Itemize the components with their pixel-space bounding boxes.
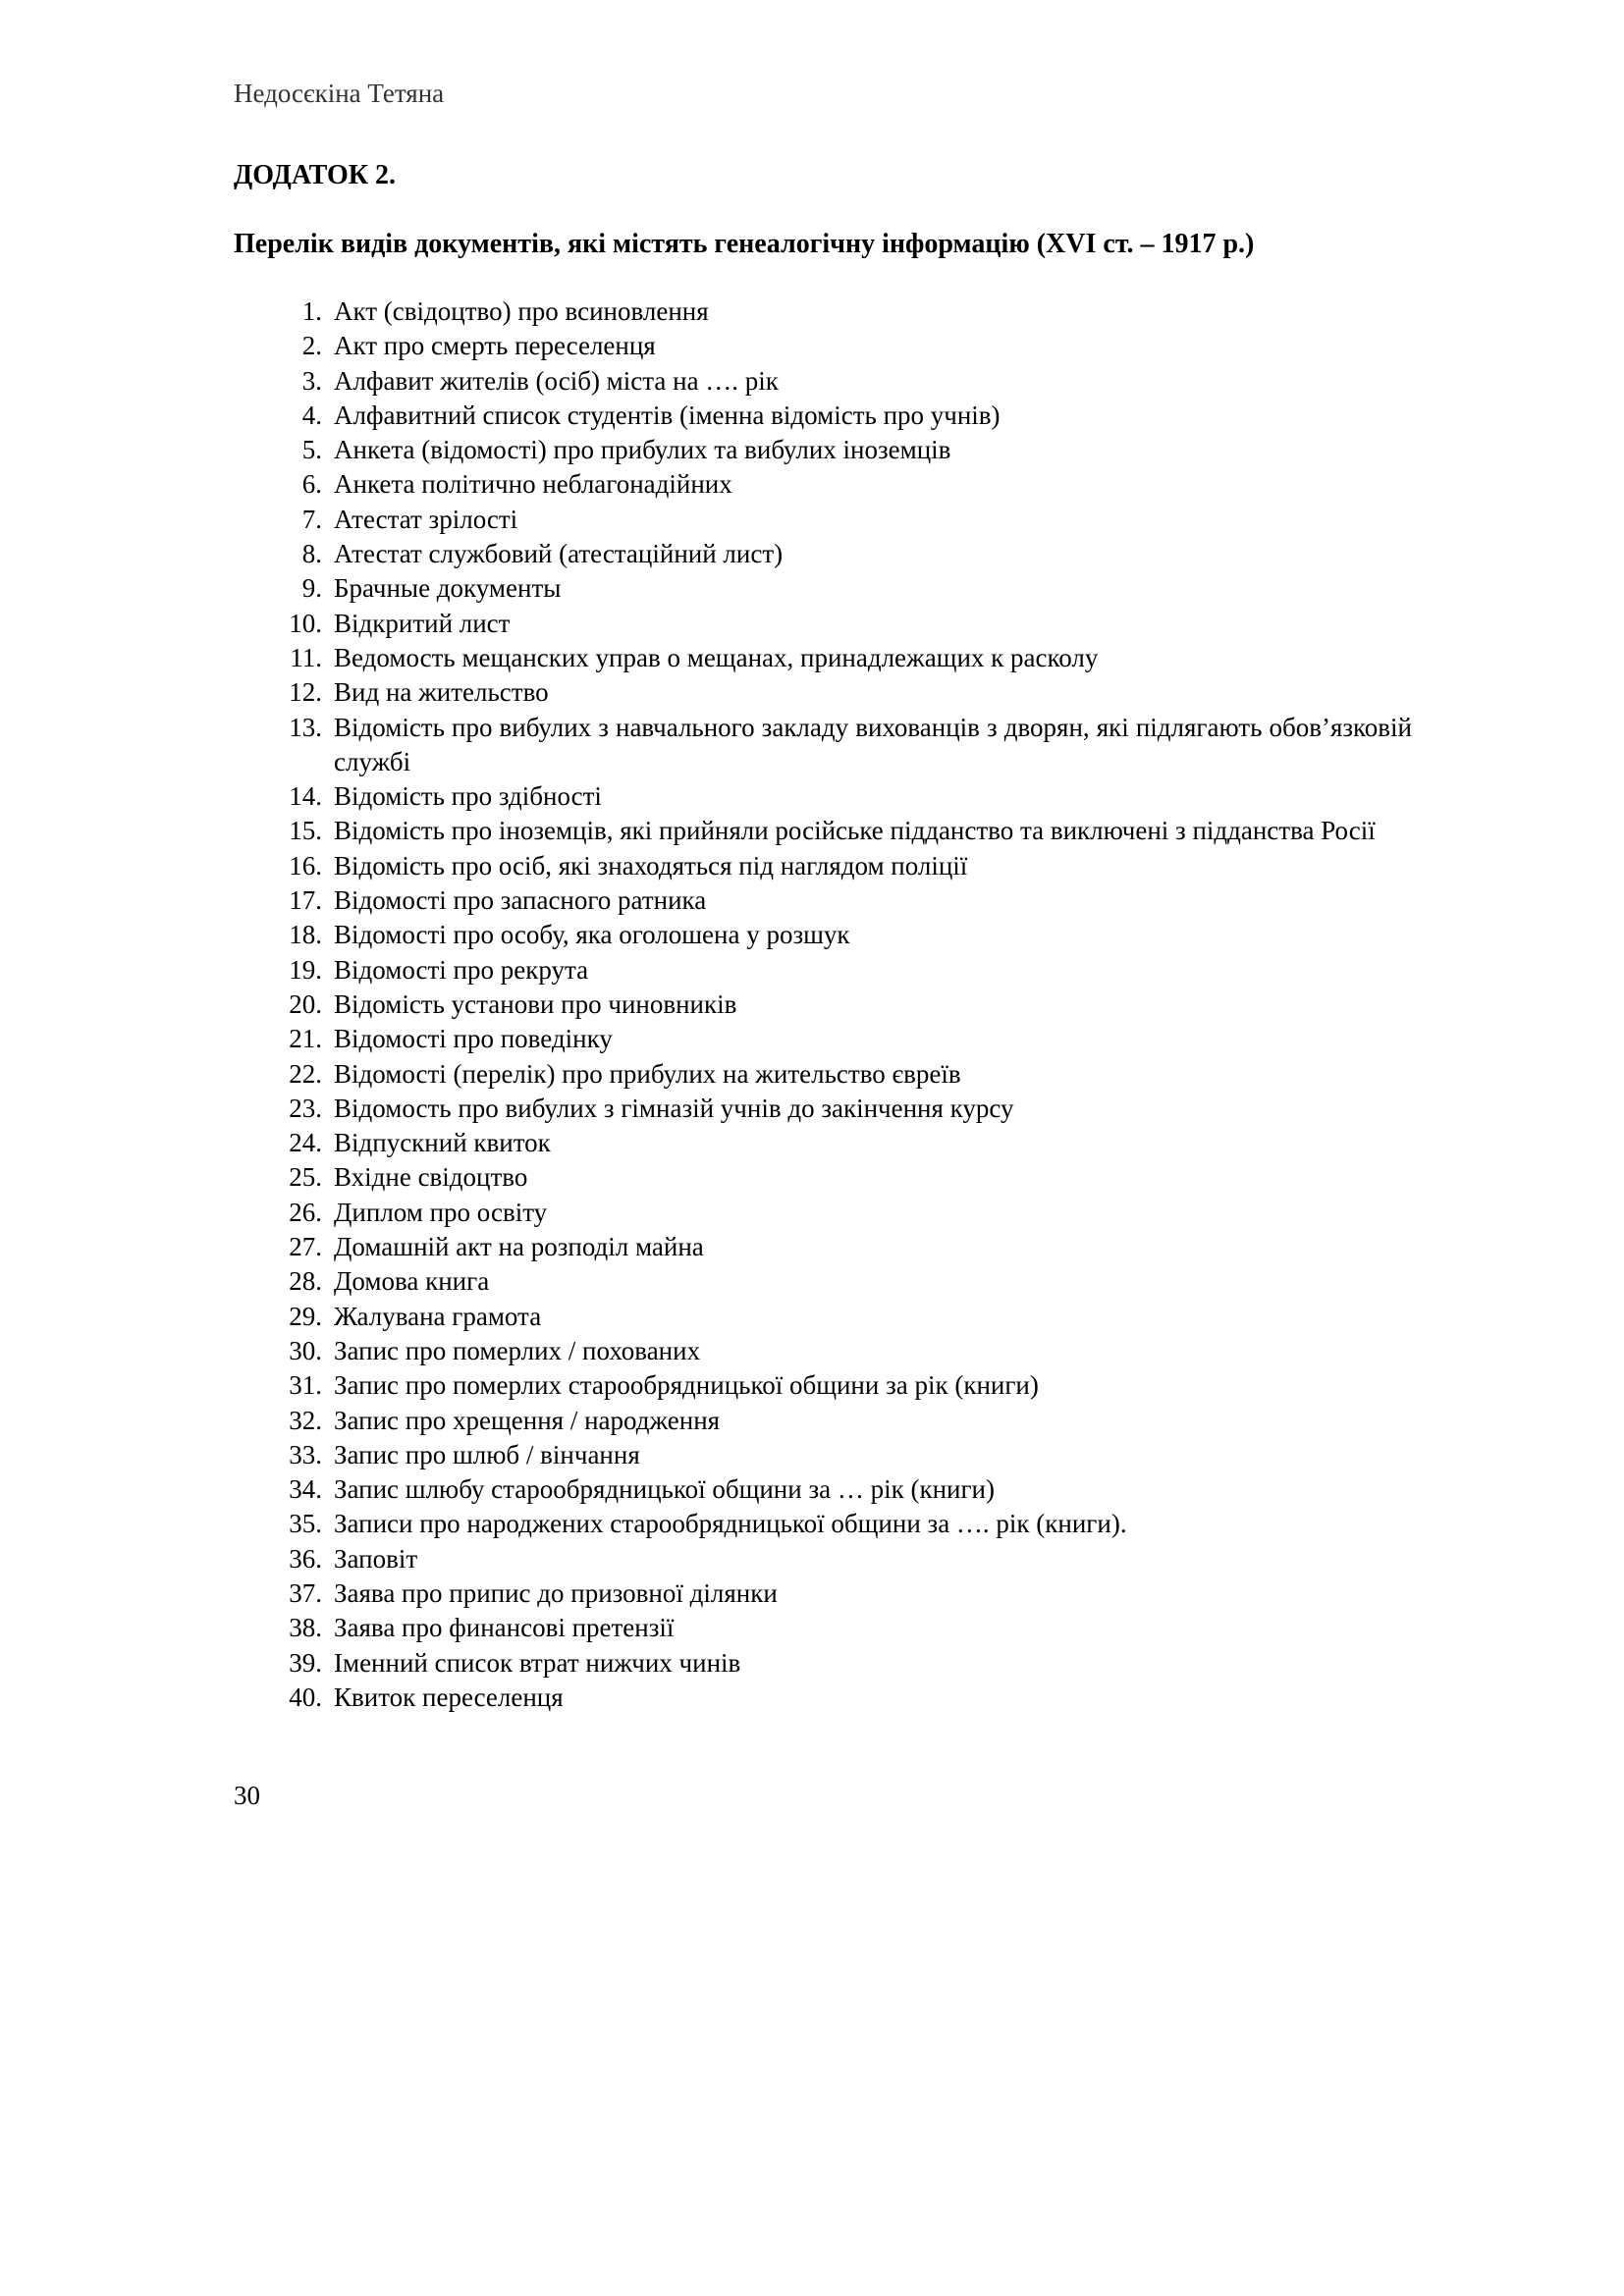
list-item-number: 5. bbox=[301, 435, 322, 465]
list-item bbox=[234, 1646, 1412, 1681]
list-item bbox=[234, 1057, 1412, 1092]
list-item-text: Запис про шлюб / вінчання bbox=[334, 1439, 640, 1469]
list-item-number: 20. bbox=[289, 988, 322, 1019]
list-item-number: 11. bbox=[290, 642, 322, 672]
list-item-number: 35. bbox=[289, 1509, 322, 1539]
list-item-number: 37. bbox=[289, 1577, 322, 1608]
list-item-number: 14. bbox=[289, 781, 322, 812]
list-item bbox=[234, 607, 1412, 641]
list-item-text: Алфавит жителів (осіб) міста на …. рік bbox=[334, 365, 779, 396]
list-item-number: 22. bbox=[289, 1058, 322, 1089]
list-item-text: Іменний список втрат нижчих чинів bbox=[334, 1647, 741, 1678]
list-item bbox=[234, 1438, 1412, 1472]
list-item-text: Відомість про осіб, які знаходяться під наглядом поліції bbox=[334, 850, 968, 881]
list-item bbox=[234, 1300, 1412, 1334]
list-item bbox=[234, 433, 1412, 467]
list-item bbox=[234, 988, 1412, 1022]
list-item-text: Домашній акт на розподіл майна bbox=[334, 1232, 704, 1262]
running-header-author: Недосєкіна Тетяна bbox=[234, 79, 445, 108]
list-item bbox=[234, 953, 1412, 988]
list-item bbox=[234, 1507, 1412, 1541]
document-types-list bbox=[234, 294, 1412, 1715]
list-item bbox=[234, 1404, 1412, 1438]
list-item-text: Відомості (перелік) про прибулих на жительство євреїв bbox=[334, 1058, 961, 1089]
list-item-text: Анкета політично неблагонадійних bbox=[334, 469, 732, 500]
list-item-number: 23. bbox=[289, 1093, 322, 1123]
list-item-number: 2. bbox=[301, 331, 322, 361]
list-item bbox=[234, 364, 1412, 399]
list-item-number: 27. bbox=[289, 1232, 322, 1262]
section-title: Перелік видів документів, які містять генеалогічну інформацію (XVI ст. – 1917 р.) bbox=[234, 229, 1255, 259]
list-item-text: Відомості про запасного ратника bbox=[334, 885, 707, 916]
list-item-text: Акт про смерть переселенця bbox=[334, 331, 656, 361]
list-item-number: 19. bbox=[289, 954, 322, 985]
list-item-number: 21. bbox=[289, 1024, 322, 1054]
list-item-number: 15. bbox=[289, 816, 322, 846]
list-item-text: Вид на жительство bbox=[334, 677, 549, 708]
list-item bbox=[234, 1542, 1412, 1576]
list-item bbox=[234, 849, 1412, 883]
list-item-text: Акт (свідоцтво) про всиновлення bbox=[334, 296, 709, 326]
list-item bbox=[234, 918, 1412, 952]
list-item-number: 6. bbox=[301, 469, 322, 500]
list-item-text: Жалувана грамота bbox=[334, 1301, 542, 1331]
list-item-number: 38. bbox=[289, 1613, 322, 1643]
list-item-number: 32. bbox=[289, 1405, 322, 1435]
list-item-text: Диплом про освіту bbox=[334, 1197, 548, 1227]
list-item-number: 25. bbox=[289, 1162, 322, 1193]
list-item bbox=[234, 571, 1412, 606]
list-item-number: 1. bbox=[301, 296, 322, 326]
list-item bbox=[234, 779, 1412, 814]
list-item bbox=[234, 675, 1412, 710]
list-item bbox=[234, 1092, 1412, 1126]
list-item-text: Відомість про вибулих з навчального закладу вихованців з дворян, які підлягають обов’язковій службі bbox=[334, 712, 1412, 776]
list-item bbox=[234, 329, 1412, 363]
page-number: 30 bbox=[234, 1781, 260, 1810]
list-item-text: Анкета (відомості) про прибулих та вибулих іноземців bbox=[334, 435, 951, 465]
list-item-number: 7. bbox=[301, 504, 322, 534]
list-item-number: 18. bbox=[289, 920, 322, 950]
list-item-text: Запис шлюбу старообрядницької общини за … рік (книги) bbox=[334, 1474, 995, 1505]
list-item-number: 31. bbox=[289, 1370, 322, 1401]
list-item bbox=[234, 1334, 1412, 1368]
list-item bbox=[234, 294, 1412, 329]
list-item-text: Атестат службовий (атестаційний лист) bbox=[334, 539, 784, 569]
list-item bbox=[234, 883, 1412, 918]
list-item-number: 24. bbox=[289, 1128, 322, 1158]
list-item bbox=[234, 1126, 1412, 1160]
list-item-text: Заповіт bbox=[334, 1543, 418, 1574]
list-item-number: 30. bbox=[289, 1335, 322, 1365]
list-item-number: 33. bbox=[289, 1439, 322, 1469]
list-item bbox=[234, 711, 1412, 780]
list-item bbox=[234, 503, 1412, 537]
list-item bbox=[234, 1611, 1412, 1645]
list-item-text: Відомості про поведінку bbox=[334, 1024, 613, 1054]
list-item-text: Атестат зрілості bbox=[334, 504, 518, 534]
list-item-text: Відпускний квиток bbox=[334, 1128, 551, 1158]
list-item bbox=[234, 814, 1412, 848]
list-item-number: 9. bbox=[301, 573, 322, 604]
list-item-text: Відкритий лист bbox=[334, 608, 511, 638]
list-item-text: Відомості про особу, яка оголошена у розшук bbox=[334, 920, 850, 950]
list-item-text: Квиток переселенця bbox=[334, 1682, 564, 1712]
list-item-text: Ведомость мещанских управ о мещанах, принадлежащих к расколу bbox=[334, 642, 1099, 672]
list-item-number: 12. bbox=[289, 677, 322, 708]
list-item-number: 29. bbox=[289, 1301, 322, 1331]
list-item bbox=[234, 399, 1412, 433]
list-item-number: 39. bbox=[289, 1647, 322, 1678]
list-item bbox=[234, 1196, 1412, 1230]
list-item-text: Записи про народжених старообрядницької общини за …. рік (книги). bbox=[334, 1509, 1127, 1539]
list-item-number: 34. bbox=[289, 1474, 322, 1505]
list-item-number: 17. bbox=[289, 885, 322, 916]
list-item-number: 3. bbox=[301, 365, 322, 396]
list-item bbox=[234, 1368, 1412, 1403]
list-item bbox=[234, 537, 1412, 571]
list-item-number: 28. bbox=[289, 1266, 322, 1297]
list-item bbox=[234, 1160, 1412, 1195]
list-item bbox=[234, 1472, 1412, 1507]
list-item-number: 40. bbox=[289, 1682, 322, 1712]
list-item-text: Брачные документы bbox=[334, 573, 562, 604]
list-item bbox=[234, 1576, 1412, 1611]
list-item bbox=[234, 1230, 1412, 1264]
list-item-number: 36. bbox=[289, 1543, 322, 1574]
list-item-text: Домова книга bbox=[334, 1266, 490, 1297]
list-item bbox=[234, 467, 1412, 502]
appendix-title: ДОДАТОК 2. bbox=[234, 160, 397, 190]
list-item bbox=[234, 1681, 1412, 1715]
list-item bbox=[234, 641, 1412, 675]
list-item-text: Відомості про рекрута bbox=[334, 954, 589, 985]
list-item-text: Відомість про здібності bbox=[334, 781, 602, 812]
list-item-text: Заява про финансові претензії bbox=[334, 1613, 675, 1643]
list-item-text: Запис про померлих старообрядницької общини за рік (книги) bbox=[334, 1370, 1039, 1401]
list-item-text: Запис про померлих / похованих bbox=[334, 1335, 701, 1365]
list-item-number: 26. bbox=[289, 1197, 322, 1227]
list-item-text: Запис про хрещення / народження bbox=[334, 1405, 721, 1435]
list-item bbox=[234, 1022, 1412, 1056]
list-item-text: Вхідне свідоцтво bbox=[334, 1162, 528, 1193]
list-item-number: 13. bbox=[289, 712, 322, 742]
list-item-number: 16. bbox=[289, 850, 322, 881]
list-item-text: Заява про припис до призовної ділянки bbox=[334, 1577, 778, 1608]
list-item-text: Відомість про іноземців, які прийняли російське підданство та виключені з підданства Росії bbox=[334, 816, 1376, 846]
list-item-number: 8. bbox=[301, 539, 322, 569]
list-item bbox=[234, 1264, 1412, 1299]
list-item-number: 10. bbox=[289, 608, 322, 638]
list-item-text: Відомість установи про чиновників bbox=[334, 988, 737, 1019]
list-item-text: Алфавитний список студентів (іменна відомість про учнів) bbox=[334, 400, 1001, 430]
list-item-text: Відомость про вибулих з гімназій учнів до закінчення курсу bbox=[334, 1093, 1014, 1123]
list-item-number: 4. bbox=[301, 400, 322, 430]
